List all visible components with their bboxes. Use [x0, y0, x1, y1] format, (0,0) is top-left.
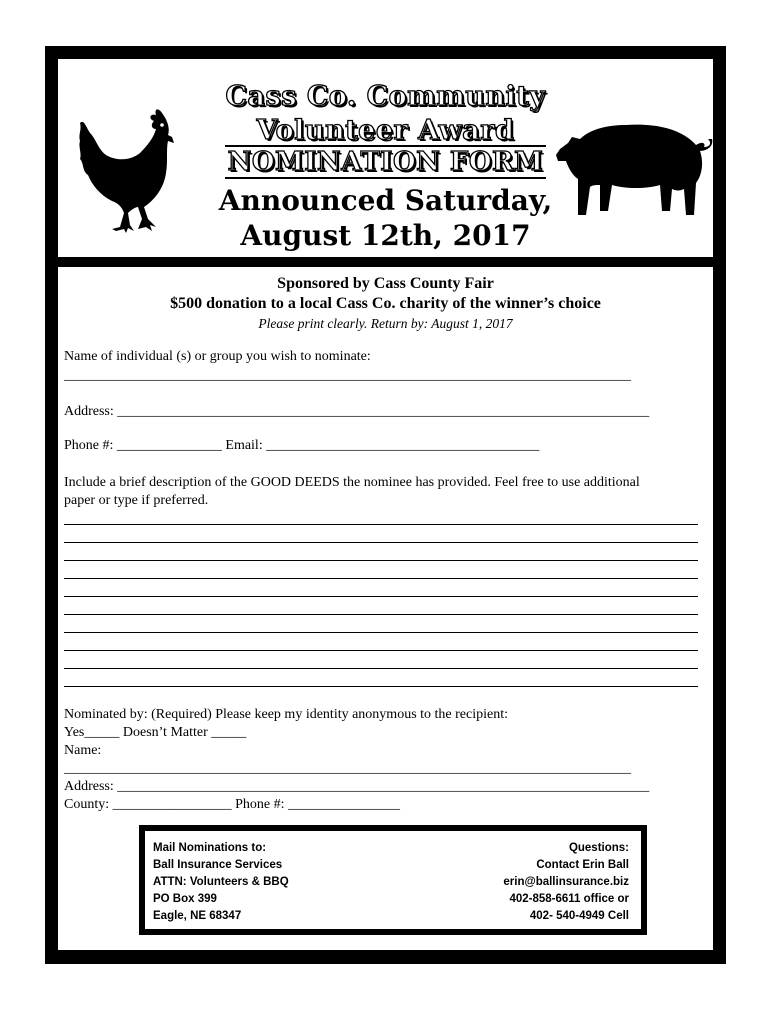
- title-line-1: Cass Co. Community: [225, 81, 546, 112]
- announcement-line-1: Announced Saturday,: [218, 184, 553, 217]
- county-phone-field[interactable]: County: _________________ Phone #: ________________: [64, 797, 401, 812]
- nominated-by-label: Nominated by: (Required) Please keep my identity anonymous to the recipient:: [64, 707, 509, 722]
- mailing-address: [153, 840, 289, 925]
- contact-line: Questions:: [568, 842, 629, 854]
- description-line[interactable]: [64, 614, 698, 615]
- mail-line: Mail Nominations to:: [153, 842, 267, 854]
- nominee-label: Name of individual (s) or group you wish to nominate:: [64, 349, 371, 364]
- nominator-name-label: Name:: [64, 743, 102, 758]
- nominee-field[interactable]: _________________________________________________________________________________: [64, 368, 631, 383]
- form-panel: [58, 267, 713, 950]
- contact-phone-cell: 402- 540-4949 Cell: [529, 910, 629, 922]
- donation-line: $500 donation to a local Cass Co. charity of the winner’s choice: [170, 295, 601, 312]
- description-line[interactable]: [64, 542, 698, 543]
- form-border: [45, 46, 726, 964]
- description-instructions-1: Include a brief description of the GOOD DEEDS the nominee has provided. Feel free to use additional: [64, 475, 640, 490]
- title-line-2: Volunteer Award: [256, 115, 515, 146]
- description-line[interactable]: [64, 560, 698, 561]
- description-line[interactable]: [64, 668, 698, 669]
- contact-line: Contact Erin Ball: [536, 859, 629, 871]
- nominee-address-field[interactable]: Address: ____________________________________________________________________________: [64, 404, 650, 419]
- contact-email: erin@ballinsurance.biz: [503, 876, 629, 888]
- nominator-name-field[interactable]: _________________________________________________________________________________: [64, 761, 631, 776]
- header-panel: [58, 59, 713, 257]
- description-line[interactable]: [64, 578, 698, 579]
- mail-line: PO Box 399: [153, 893, 217, 905]
- description-instructions-2: paper or type if preferred.: [64, 493, 209, 508]
- description-line[interactable]: [64, 686, 698, 687]
- description-line[interactable]: [64, 596, 698, 597]
- anonymity-choice[interactable]: Yes_____ Doesn’t Matter _____: [64, 725, 247, 740]
- nomination-form-text: NOMINATION FORM: [225, 145, 547, 179]
- description-line[interactable]: [64, 632, 698, 633]
- mail-line: ATTN: Volunteers & BBQ: [153, 876, 289, 888]
- pig-icon: [556, 119, 714, 219]
- questions-contact: [503, 840, 629, 925]
- phone-email-field[interactable]: Phone #: _______________ Email: _______________________________________: [64, 438, 540, 453]
- instruction-line: Please print clearly. Return by: August 1, 2017: [258, 316, 513, 331]
- mail-line: Eagle, NE 68347: [153, 910, 242, 922]
- nominator-address-field[interactable]: Address: ____________________________________________________________________________: [64, 779, 650, 794]
- description-line[interactable]: [64, 650, 698, 651]
- mail-line: Ball Insurance Services: [153, 859, 283, 871]
- sponsor-line: Sponsored by Cass County Fair: [277, 275, 494, 292]
- mail-info-box: [139, 825, 647, 935]
- contact-phone-office: 402-858-6611 office or: [509, 893, 629, 905]
- announcement-line-2: August 12th, 2017: [240, 219, 531, 252]
- description-line[interactable]: [64, 524, 698, 525]
